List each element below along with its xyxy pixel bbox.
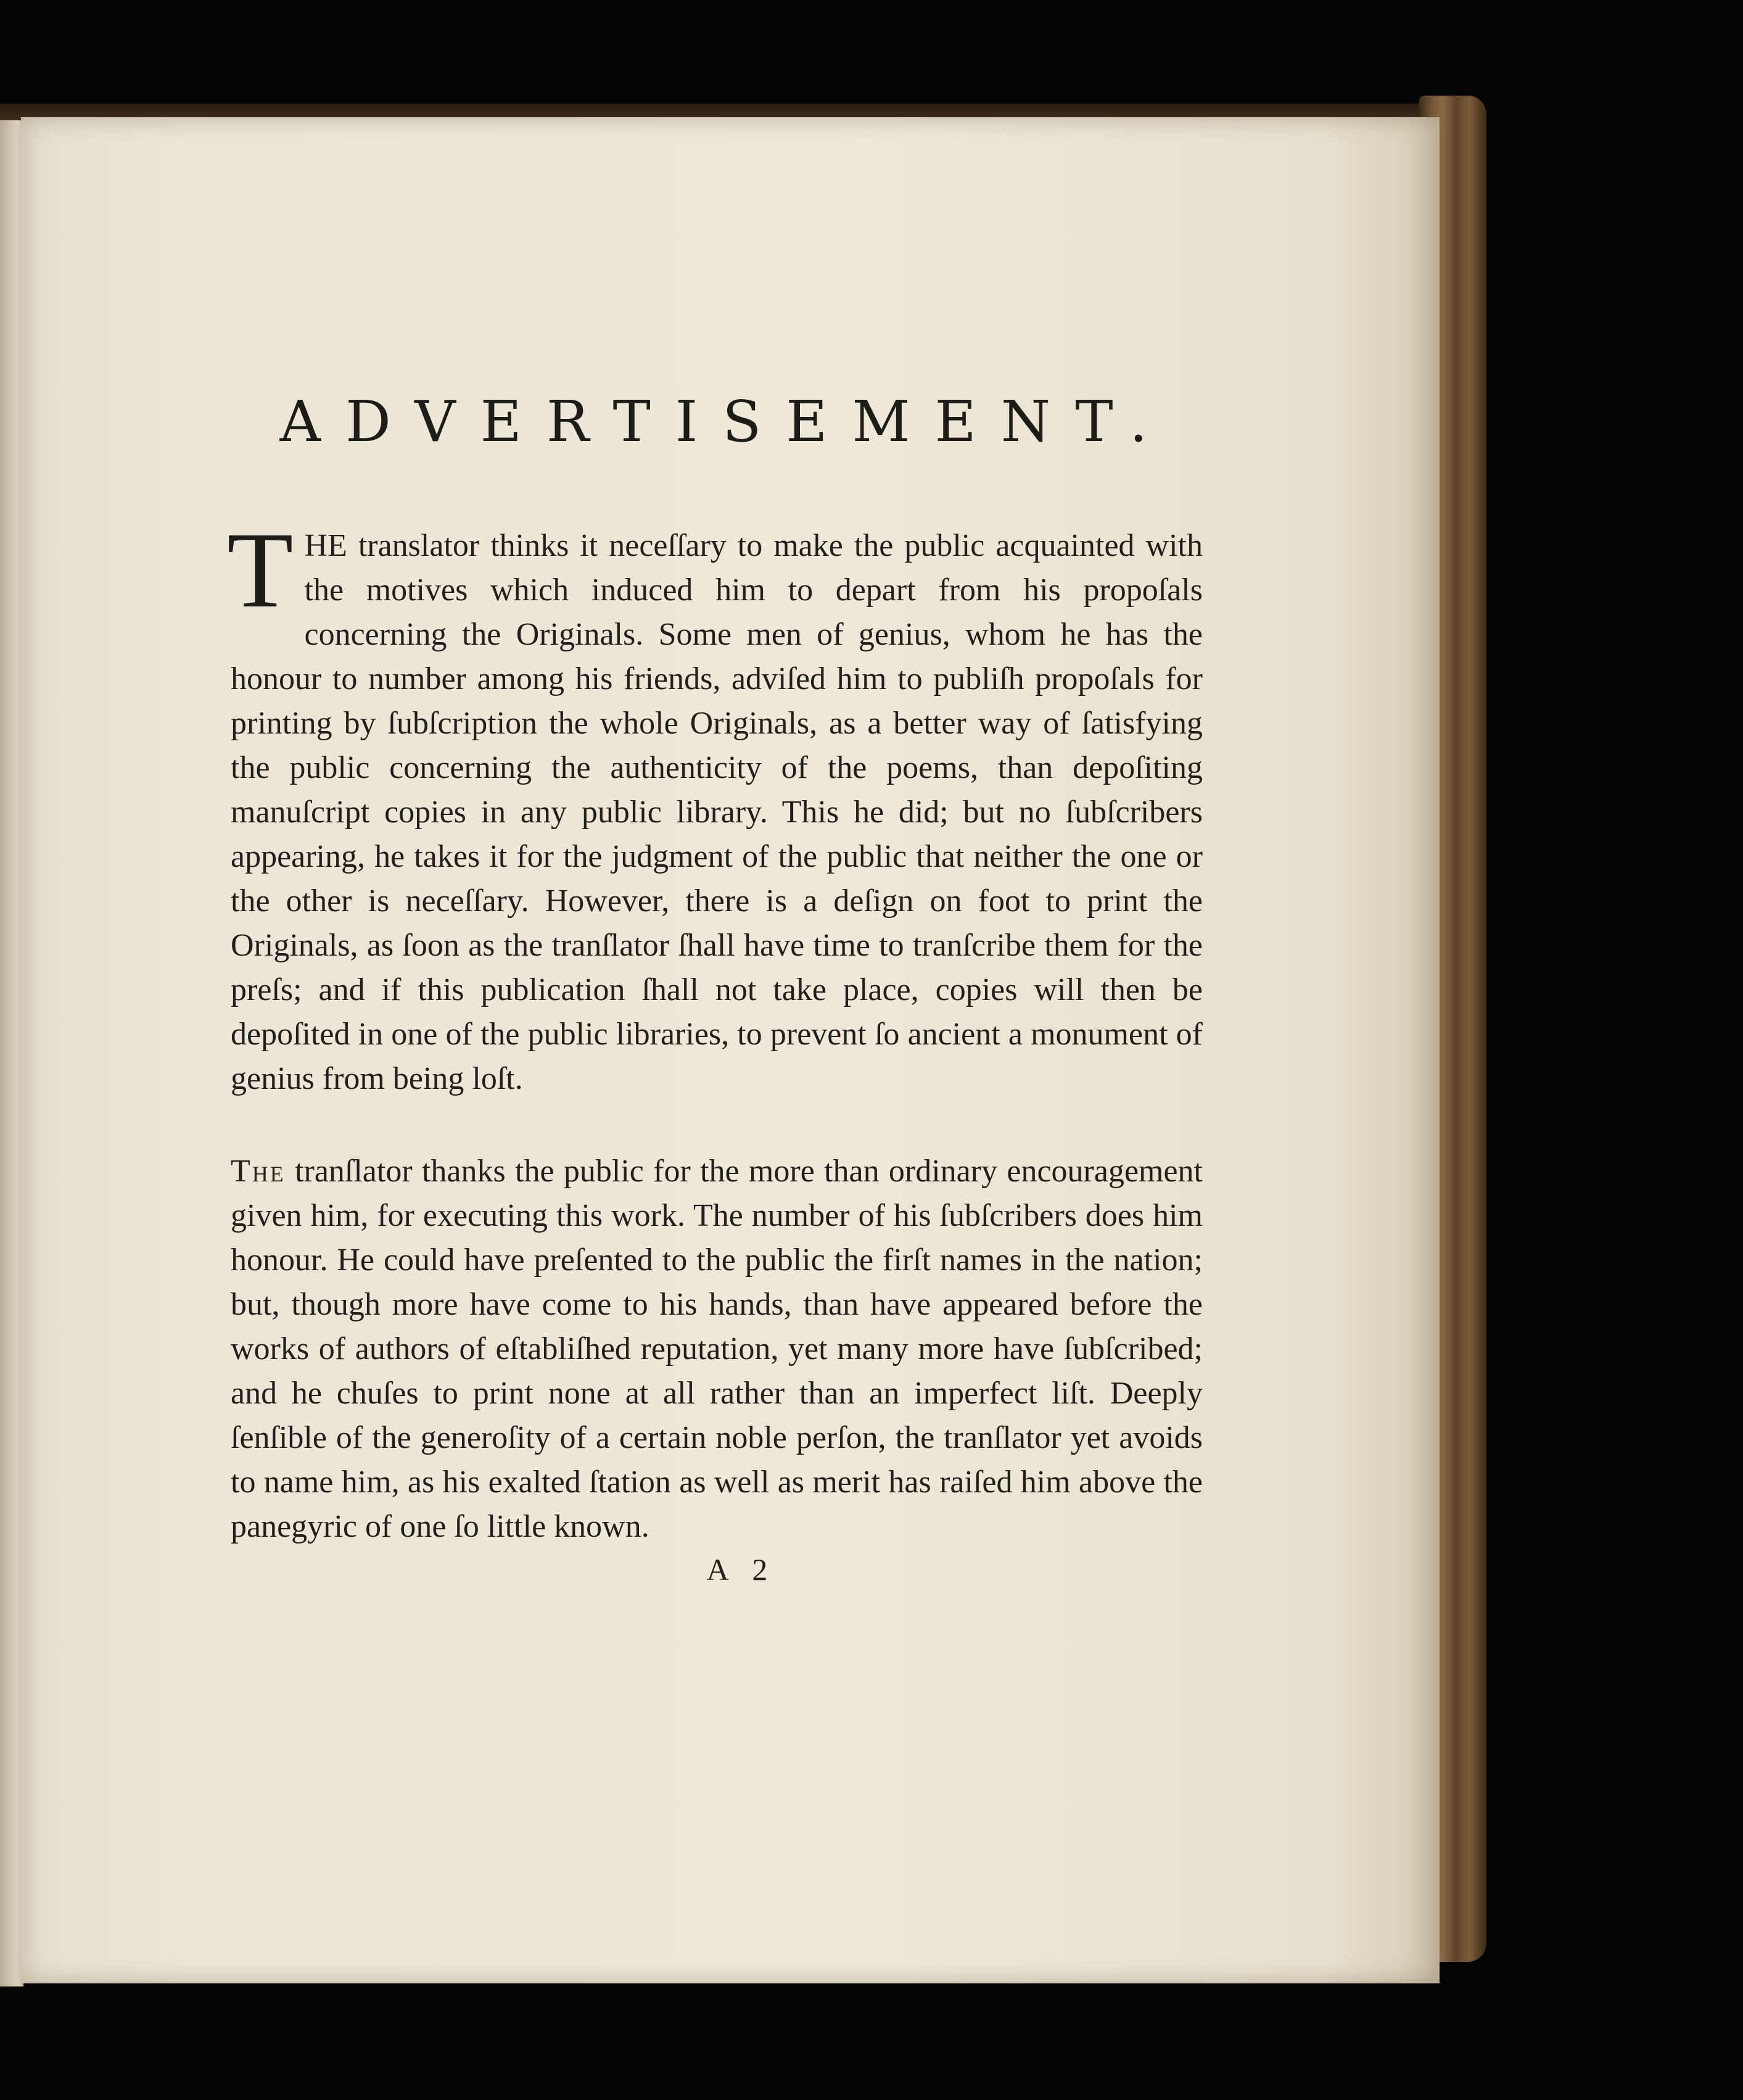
book-page — [21, 117, 1440, 1983]
facing-page-edge — [0, 120, 23, 1986]
drop-cap: T — [227, 510, 294, 630]
paragraph-1 — [227, 510, 1203, 1101]
paragraph-2-text: tranſlator thanks the public for the more than ordinary encouragement given him, for executing this work. The number of his ſubſcribers does him honour. He could have preſented to the public the firſt names in the nation; but, though more have come to his hands, than have appeared before the works of authors of eſtabliſhed reputation, yet many more have ſubſcribed; and he chuſes to print none at all rather than an imperfect liſt. Deeply ſenſible of the generoſity of a certain noble perſon, the tranſlator yet avoids to name him, as his exalted ſtation as well as merit has raiſed him above the panegyric of one ſo little known. — [231, 1154, 1203, 1544]
signature-mark: A 2 — [706, 1552, 777, 1587]
page-text-block — [227, 389, 1203, 1587]
paragraph-2-lead: The — [231, 1154, 286, 1189]
paragraph-2 — [231, 1149, 1203, 1549]
paragraph-1-text: HE translator thinks it neceſſary to make the public acquainted with the motives which induced him to depart from his propoſals concerning the Originals. Some men of genius, whom he has the honour to number among his friends, adviſed him to publiſh propoſals for printing by ſubſcription the whole Originals, as a better way of ſatisfying the public concerning the authenticity of the poems, than depoſiting manuſcript copies in any public library. This he did; but no ſubſcribers appearing, he takes it for the judgment of the public that neither the one or the other is neceſſary. However, there is a deſign on foot to print the Originals, as ſoon as the tranſlator ſhall have time to tranſcribe them for the preſs; and if this publication ſhall not take place, copies will then be depoſited in one of the public libraries, to prevent ſo ancient a monument of genius from being loſt. — [231, 528, 1203, 1096]
page-title: ADVERTISEMENT. — [279, 389, 1172, 455]
